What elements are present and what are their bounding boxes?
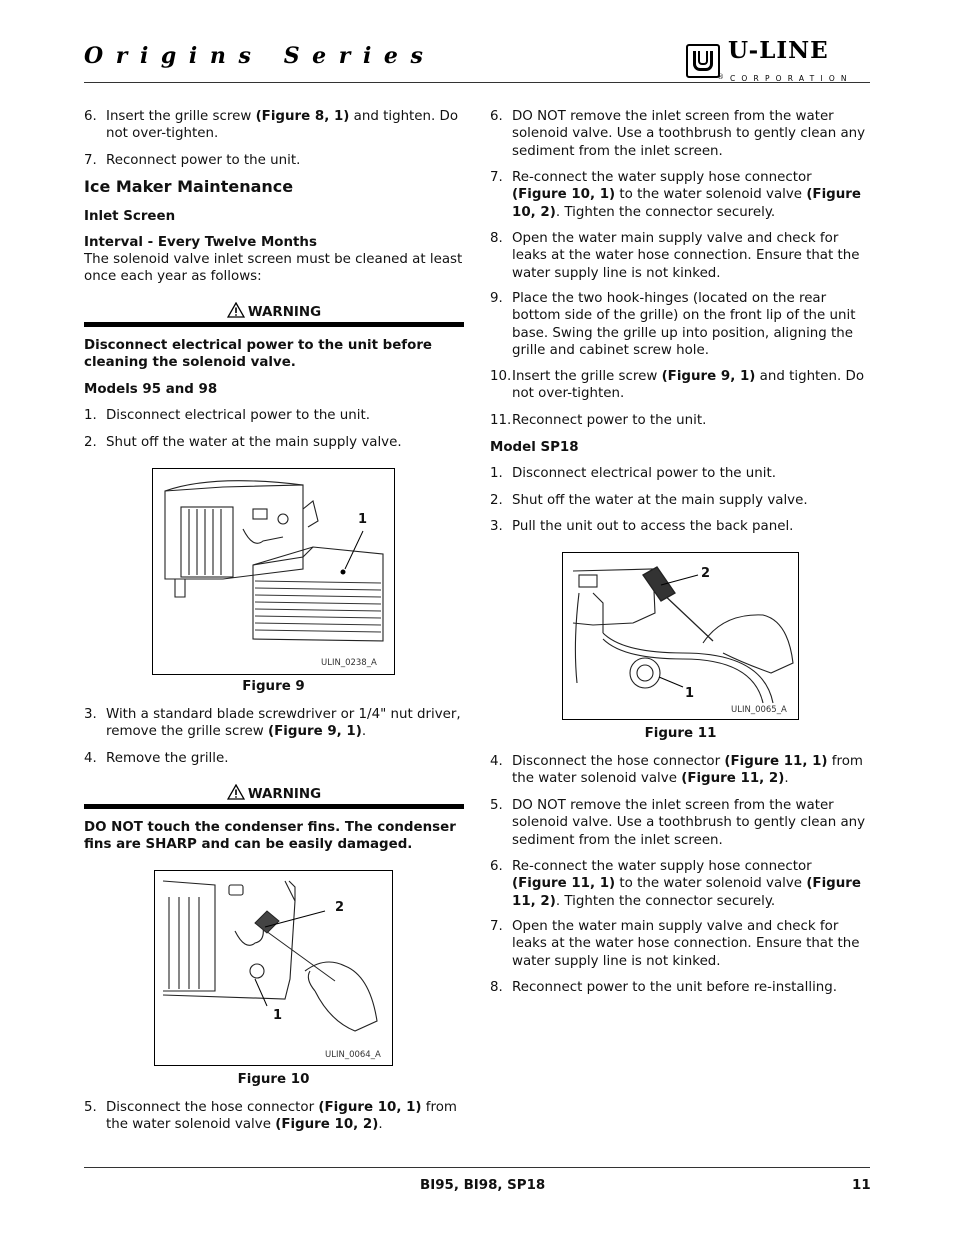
series-title: Origins Series [84,43,436,69]
figure-code: ULIN_0064_A [325,1050,381,1060]
figure-caption: Figure 10 [237,1072,310,1087]
brand-name: U-LINE [728,37,829,64]
solenoid-cleaning-illustration [563,553,800,721]
warning-bar [84,804,464,809]
unit-grille-illustration [153,469,396,676]
models-title: Models 95 and 98 [84,382,218,397]
figure-code: ULIN_0065_A [731,705,787,715]
warning-text: DO NOT touch the condenser fins. The condenser fins are SHARP and can be easily damaged. [84,820,456,853]
warning-text: Disconnect electrical power to the unit before cleaning the solenoid valve. [84,338,433,371]
figure-callout: 1 [685,686,695,701]
warning-banner [84,784,464,810]
model-title: Model SP18 [490,440,579,455]
figure-11-illustration [562,552,799,720]
warning-triangle-icon [227,302,245,318]
u-line-logo [686,37,872,83]
figure-9-illustration [152,468,395,675]
footer-models: BI95, BI98, SP18 [420,1178,546,1193]
warning-label: WARNING [247,787,322,802]
warning-label: WARNING [247,305,322,320]
footer-rule [84,1167,870,1168]
figure-callout: 2 [335,900,345,915]
interval-title: Interval - Every Twelve Months [84,235,317,250]
header-rule [84,82,870,83]
figure-callout: 2 [701,566,711,581]
page-number: 11 [852,1178,871,1193]
condenser-cleaning-illustration [155,871,394,1067]
section-title: Ice Maker Maintenance [84,177,294,196]
figure-10-illustration [154,870,393,1066]
brand-corporation: CORPORATION [730,74,853,83]
warning-bar [84,322,464,327]
interval-text: The solenoid valve inlet screen must be cleaned at least once each year as follows: [84,252,463,285]
warning-triangle-icon [227,784,245,800]
warning-banner [84,302,464,328]
figure-caption: Figure 11 [644,726,717,741]
figure-callout: 1 [358,512,368,527]
subsection-title: Inlet Screen [84,209,176,224]
figure-caption: Figure 9 [242,679,305,694]
u-logo-icon [686,44,720,78]
figure-code: ULIN_0238_A [321,658,377,668]
figure-callout: 1 [273,1008,283,1023]
brand-registered: ® [717,73,724,81]
